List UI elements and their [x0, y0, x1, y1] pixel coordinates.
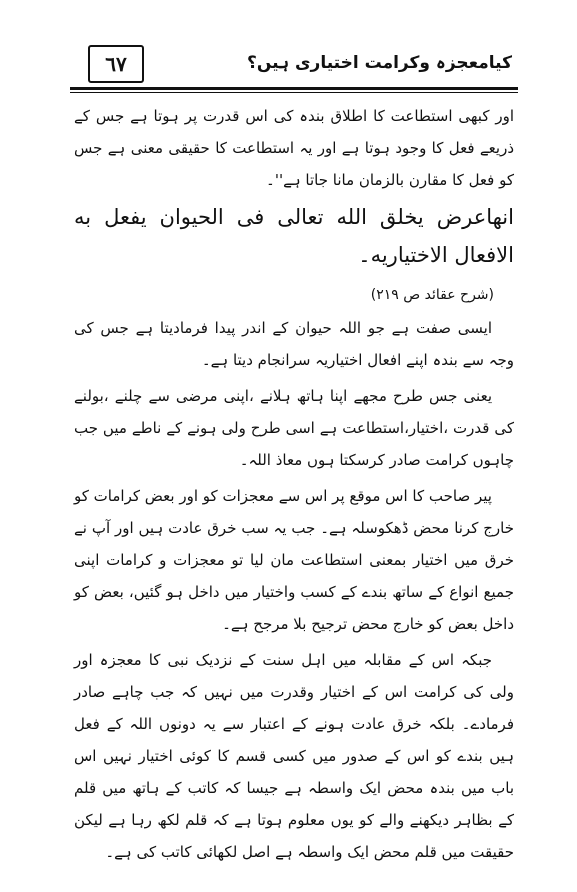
paragraph-1: اور کبھی استطاعت کا اطلاق بندہ کی اس قدرت پر ہوتا ہے جس کے ذریعے فعل کا وجود ہوتا ہے اور یہ استطاعت کا حقیقی معنی ہے جس کو فعل کا مقارن بالزمان مانا جاتا ہے''۔ [74, 107, 514, 189]
citation: (شرح عقائد ص ۲۱۹) [370, 287, 494, 303]
page-number: ٦٧ [88, 45, 144, 83]
header-rule-thick [70, 87, 518, 90]
paragraph-3: یعنی جس طرح مجھے اپنا ہاتھ ہلانے ،اپنی مرضی سے چلنے ،بولنے کی قدرت ،اختیار،استطاعت ہے اسی طرح ولی ہونے کے ناطے میں جب چاہوں کرامت صادر کرسکتا ہوں معاذ اللہ۔ [74, 387, 514, 469]
paragraph-5: جبکہ اس کے مقابلہ میں اہل سنت کے نزدیک نبی کا معجزہ اور ولی کی کرامت اس کے اختیار وقدرت میں نہیں کہ جب چاہے صادر فرمادے۔ بلکہ خرق عادت ہونے کے اعتبار سے یہ دونوں اللہ کے فعل ہیں بندے کو اس کے صدور میں کسی قسم کا کوئی اختیار نہیں اس باب میں بندہ محض ایک واسطہ ہے جیسا کہ کاتب کے ہاتھ میں قلم کے بظاہر دیکھنے والے کو یوں معلوم ہوتا ہے کہ قلم لکھ رہا ہے لیکن حقیقت میں قلم محض ایک واسطہ ہے اصل لکھائی کاتب کی ہے۔ [74, 651, 514, 861]
paragraph-4: پیر صاحب کا اس موقع پر اس سے معجزات کو اور بعض کرامات کو خارج کرنا محض ڈھکوسلہ ہے۔ جب یہ سب خرق عادت ہیں اور آپ نے خرق میں اختیار بمعنی استطاعت مان لیا تو معجزات و کرامات اپنی جمیع انواع کے ساتھ بندے کے کسب واختیار میں داخل ہو گئیں، بعض کو داخل بعض کو خارج محض ترجیح بلا مرجح ہے۔ [74, 487, 514, 633]
running-title: کیامعجزہ وکرامت اختیاری ہیں؟ [246, 53, 512, 73]
paragraph-2: ایسی صفت ہے جو اللہ حیوان کے اندر پیدا فرمادیتا ہے جس کی وجہ سے بندہ اپنے افعال اختیاریہ سرانجام دیتا ہے۔ [74, 319, 514, 369]
arabic-quote: انهاعرض یخلق الله تعالی فی الحیوان یفعل به الافعال الاختیاریه۔ [74, 205, 514, 267]
page-header [70, 40, 518, 92]
header-rule-thin [70, 92, 518, 93]
page-body [74, 100, 514, 868]
